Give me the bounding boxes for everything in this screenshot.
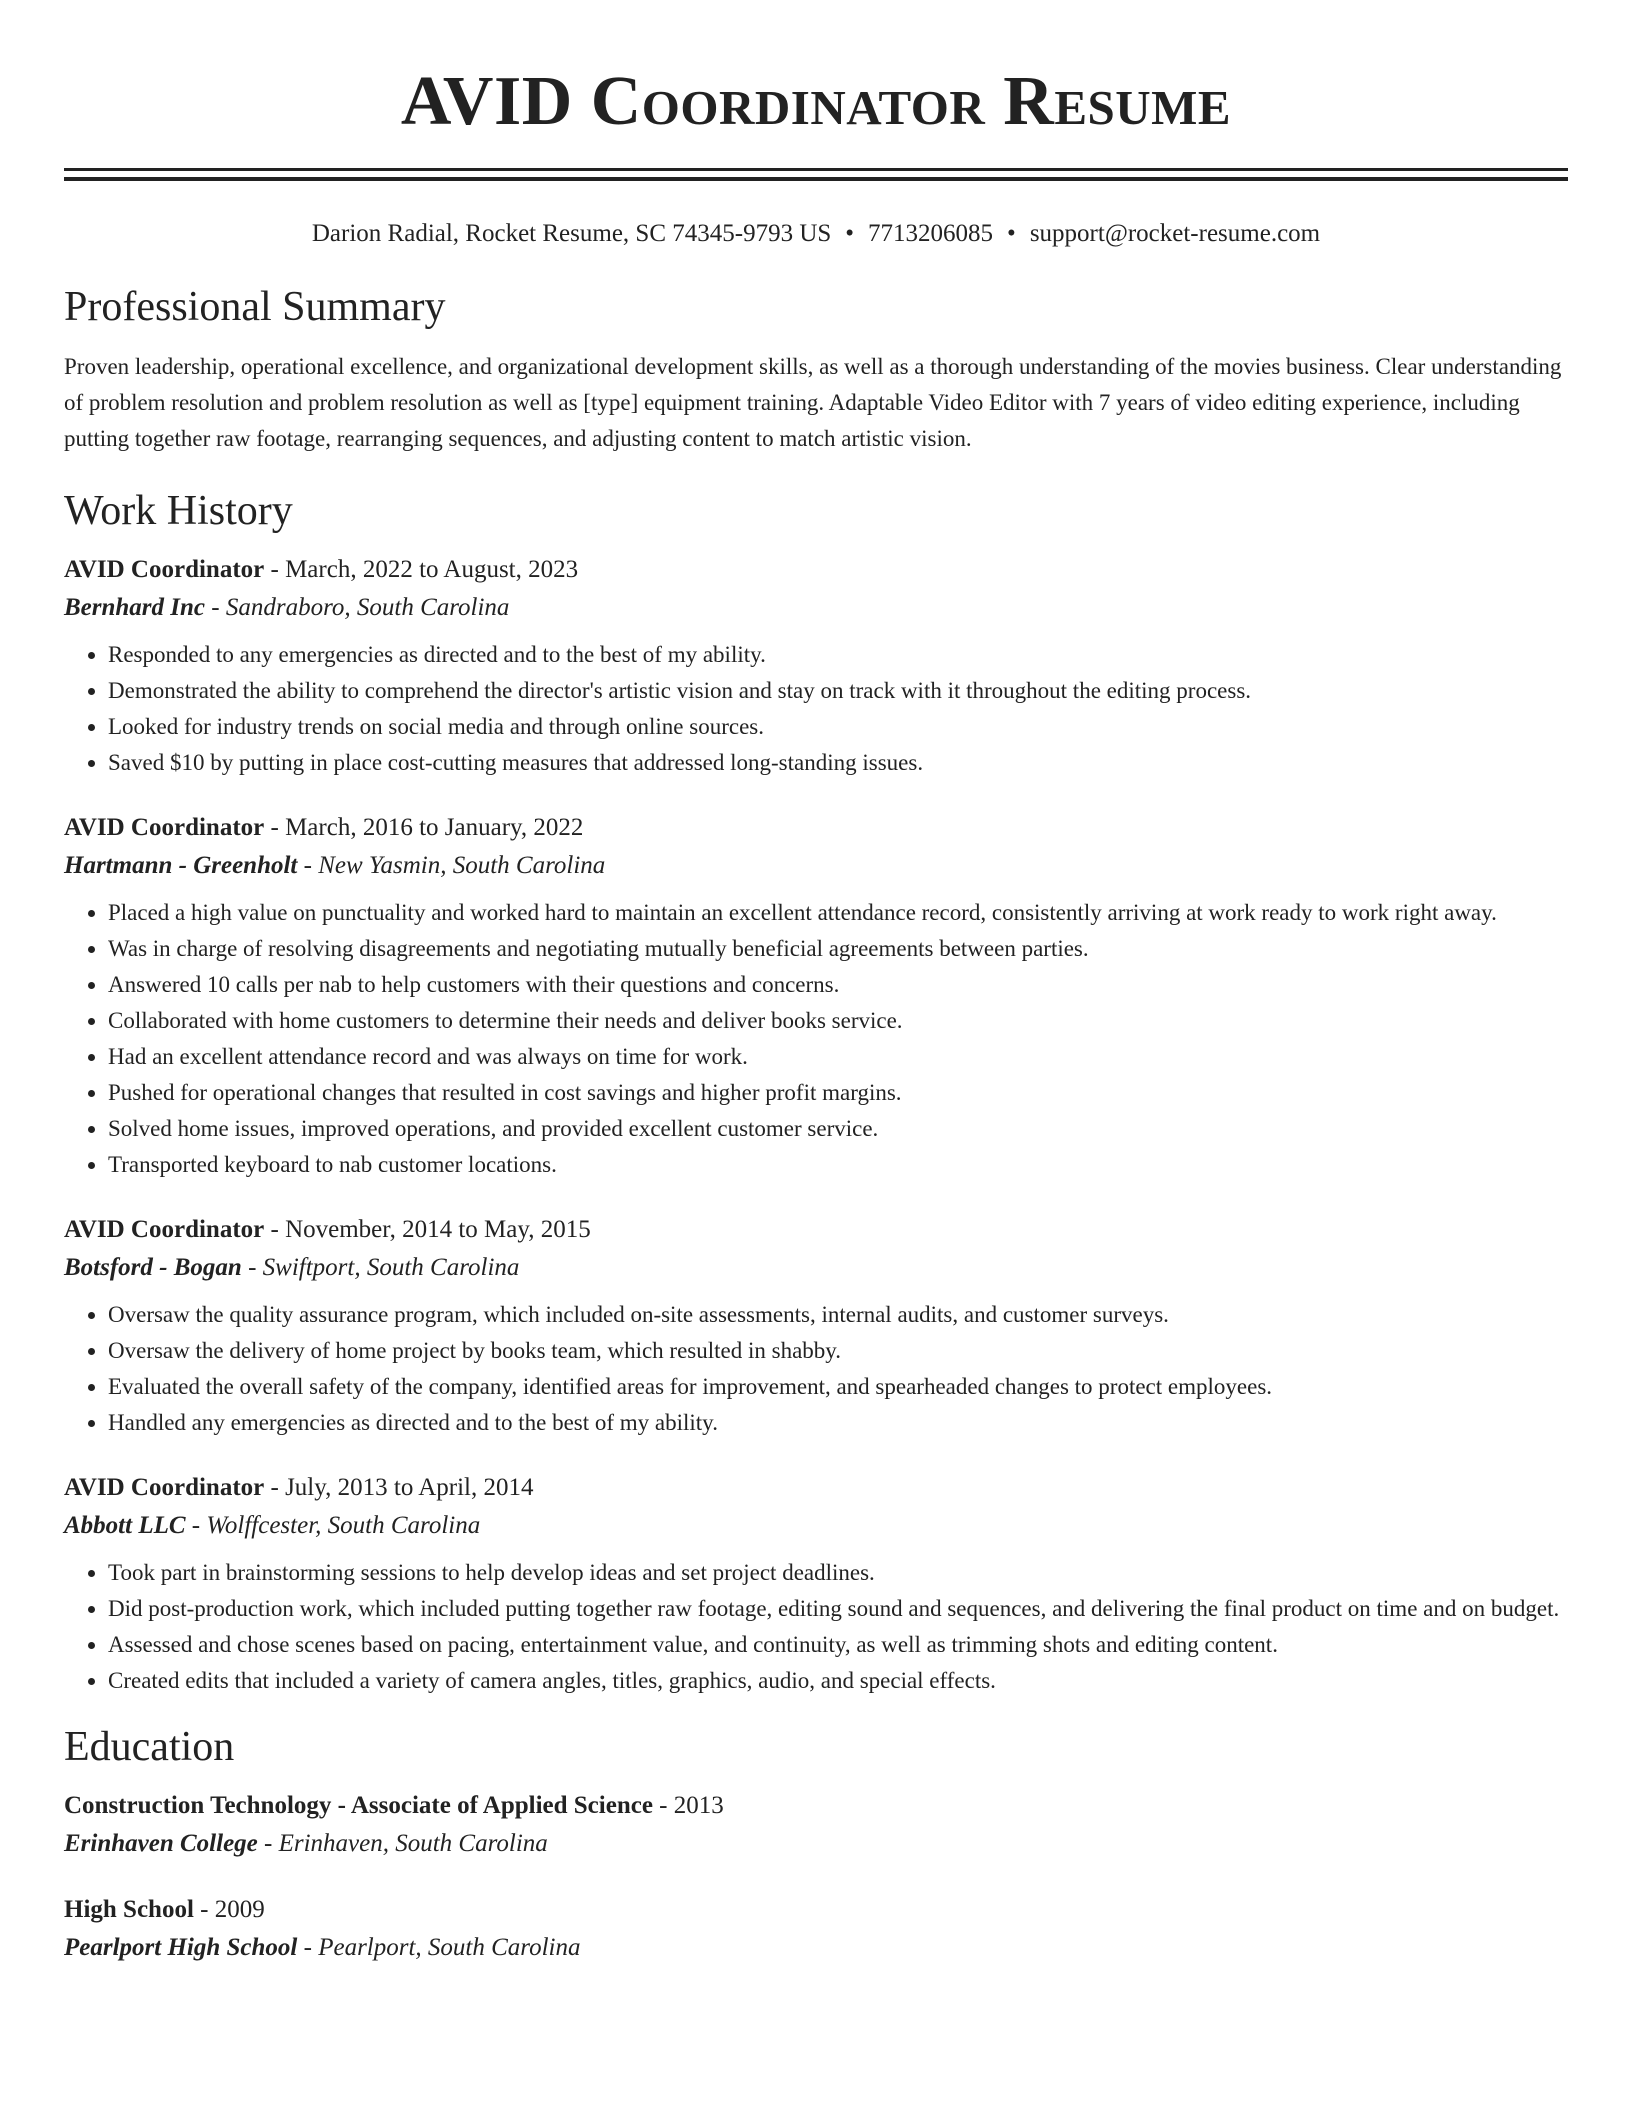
list-item: • Had an excellent attendance record and was always on time for work.	[108, 1039, 1568, 1075]
job-location: - New Yasmin, South Carolina	[297, 852, 606, 879]
job-company-line	[64, 1507, 1568, 1545]
job-header	[64, 1211, 1568, 1249]
job-title: AVID Coordinator	[64, 556, 265, 583]
list-item: • Looked for industry trends on social media and through online sources.	[108, 709, 1568, 745]
job-bullets	[64, 1555, 1568, 1699]
list-item: • Was in charge of resolving disagreements and negotiating mutually beneficial agreements between parties.	[108, 931, 1568, 967]
education-year: - 2013	[652, 1792, 724, 1819]
list-item: • Assessed and chose scenes based on pacing, entertainment value, and continuity, as well as trimming shots and editing content.	[108, 1627, 1568, 1663]
job-company: Bernhard Inc	[64, 594, 206, 621]
job-bullets	[64, 637, 1568, 781]
job-title: AVID Coordinator	[64, 1216, 265, 1243]
job-company-line	[64, 847, 1568, 885]
job-dates: - July, 2013 to April, 2014	[264, 1474, 534, 1501]
education-entry	[64, 1891, 1568, 1967]
list-item: • Collaborated with home customers to determine their needs and deliver books service.	[108, 1003, 1568, 1039]
list-item: • Transported keyboard to nab customer locations.	[108, 1147, 1568, 1183]
job-entry	[64, 551, 1568, 781]
job-location: - Sandraboro, South Carolina	[205, 594, 510, 621]
job-dates: - November, 2014 to May, 2015	[264, 1216, 591, 1243]
job-header	[64, 551, 1568, 589]
list-item: • Demonstrated the ability to comprehend the director's artistic vision and stay on track with it throughout the editing process.	[108, 673, 1568, 709]
job-dates: - March, 2016 to January, 2022	[264, 814, 584, 841]
list-item: • Oversaw the quality assurance program, which included on-site assessments, internal audits, and customer surveys.	[108, 1297, 1568, 1333]
job-header	[64, 809, 1568, 847]
job-company: Hartmann - Greenholt	[64, 852, 298, 879]
resume-title: AVID Coordinator Resume	[400, 63, 1232, 140]
summary-text: Proven leadership, operational excellence, and organizational development skills, as well as a thorough understanding of the movies business. Clear understanding of problem resolution and problem resolution as well as [type] equipment training. Adaptable Video Editor with 7 years of video editing experience, including putting together raw footage, rearranging sequences, and adjusting content to match artistic vision.	[64, 354, 1562, 451]
job-company: Abbott LLC	[64, 1512, 186, 1539]
job-bullets	[64, 1297, 1568, 1441]
education-degree-line	[64, 1787, 1568, 1825]
list-item: • Oversaw the delivery of home project by books team, which resulted in shabby.	[108, 1333, 1568, 1369]
education-degree: Construction Technology - Associate of Applied Science	[64, 1792, 653, 1819]
education-heading: Education	[64, 1724, 235, 1770]
education-entry	[64, 1787, 1568, 1863]
list-item: • Evaluated the overall safety of the company, identified areas for improvement, and spearheaded changes to protect employees.	[108, 1369, 1568, 1405]
contact-separator: •	[845, 220, 855, 247]
education-degree: High School	[64, 1896, 194, 1923]
list-item: • Responded to any emergencies as directed and to the best of my ability.	[108, 637, 1568, 673]
contact-email: support@rocket-resume.com	[1029, 220, 1321, 247]
contact-separator: •	[1007, 220, 1016, 247]
list-item: • Handled any emergencies as directed and to the best of my ability.	[108, 1405, 1568, 1441]
list-item: • Answered 10 calls per nab to help customers with their questions and concerns.	[108, 967, 1568, 1003]
education-degree-line	[64, 1891, 1568, 1929]
list-item: • Solved home issues, improved operations, and provided excellent customer service.	[108, 1111, 1568, 1147]
job-location: - Swiftport, South Carolina	[241, 1254, 520, 1281]
job-entry	[64, 1211, 1568, 1441]
contact-line	[64, 217, 1568, 251]
contact-phone: 7713206085	[868, 220, 994, 247]
job-company-line	[64, 1249, 1568, 1287]
list-item: • Pushed for operational changes that resulted in cost savings and higher profit margins.	[108, 1075, 1568, 1111]
job-header	[64, 1469, 1568, 1507]
education-school: Erinhaven College	[64, 1830, 258, 1857]
job-title: AVID Coordinator	[64, 814, 265, 841]
job-entry	[64, 1469, 1568, 1699]
education-school-line	[64, 1929, 1568, 1967]
education-location: - Erinhaven, South Carolina	[257, 1830, 548, 1857]
contact-address: Darion Radial, Rocket Resume, SC 74345-9793 US	[311, 220, 832, 247]
resume-page	[64, 0, 1568, 1967]
job-bullets	[64, 895, 1568, 1183]
education-school-line	[64, 1825, 1568, 1863]
list-item: • Did post-production work, which included putting together raw footage, editing sound and sequences, and delivering the final product on time and on budget.	[108, 1591, 1568, 1627]
education-year: - 2009	[193, 1896, 265, 1923]
title-rule-top	[64, 168, 1568, 171]
education-school: Pearlport High School	[64, 1934, 298, 1961]
list-item: • Placed a high value on punctuality and worked hard to maintain an excellent attendance record, consistently arriving at work ready to work right away.	[108, 895, 1568, 931]
title-rule-bottom	[64, 177, 1568, 181]
job-location: - Wolffcester, South Carolina	[185, 1512, 481, 1539]
job-company-line	[64, 589, 1568, 627]
list-item: • Created edits that included a variety of camera angles, titles, graphics, audio, and special effects.	[108, 1663, 1568, 1699]
job-company: Botsford - Bogan	[64, 1254, 242, 1281]
list-item: • Took part in brainstorming sessions to help develop ideas and set project deadlines.	[108, 1555, 1568, 1591]
job-title: AVID Coordinator	[64, 1474, 265, 1501]
summary-heading: Professional Summary	[64, 284, 446, 330]
job-dates: - March, 2022 to August, 2023	[264, 556, 579, 583]
list-item: • Saved $10 by putting in place cost-cutting measures that addressed long-standing issues.	[108, 745, 1568, 781]
work-history-heading: Work History	[64, 488, 293, 534]
job-entry	[64, 809, 1568, 1183]
education-location: - Pearlport, South Carolina	[297, 1934, 581, 1961]
